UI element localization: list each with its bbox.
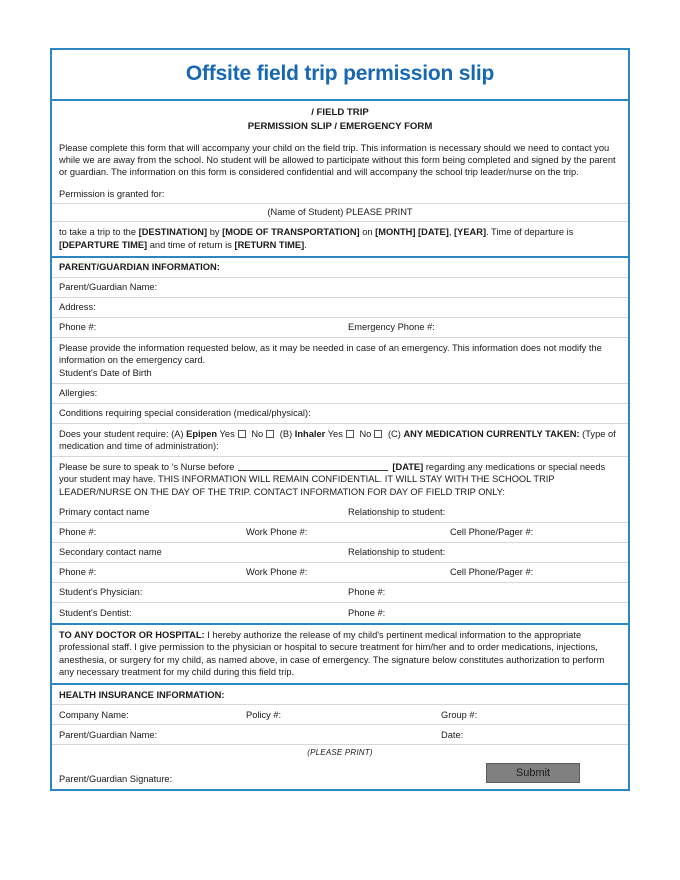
intro-band (52, 101, 628, 258)
dentist-row[interactable] (52, 603, 628, 623)
epipen-no-checkbox[interactable] (266, 430, 274, 438)
nurse-text-part2: regarding any medications or special needs your student may have. THIS INFORMATION WILL REMAIN CONFIDENTIAL. IT WILL STAY WITH THE SCHOOL TRIP LEADER/NURSE ON THE DAY OF THE TRIP. CONTACT INFORMATION FOR DAY OF FIELD TRIP ONLY: (59, 462, 606, 497)
emergency-note: Please provide the information requested below, as it may be needed in case of an emergency. This information does not modify the information on the emergency card. (59, 342, 602, 366)
physician-phone-label: Phone #: (348, 587, 386, 598)
secondary-phone-label: Phone #: (59, 567, 97, 578)
permission-slip-form (50, 48, 630, 791)
trip-text-part5: and time of return is (147, 239, 235, 250)
medication-requirements-row (52, 424, 628, 458)
authorization-paragraph (52, 625, 628, 683)
emergency-note-row (52, 338, 628, 384)
trip-text-part2: by (207, 227, 223, 238)
medication-suffix: (Type of medication and time of administration): (59, 428, 616, 451)
submit-button[interactable]: Submit (486, 763, 580, 783)
emergency-phone-label: Emergency Phone #: (348, 322, 435, 333)
authorization-body: I hereby authorize the release of my child's pertinent medical information to the appropriate professional staff. I give permission to the physician or hospital to secure treatment for him/her and to order medications, injections, anesthesia, or surgery for my child, as named above, in case of emergency. The signature below constitutes authorization to perform any necessary treatment for my child during this field trip. (59, 629, 605, 677)
primary-contact-name-label: Primary contact name (59, 507, 150, 518)
parent-guardian-band (52, 258, 628, 625)
authorization-heading: TO ANY DOCTOR OR HOSPITAL: (59, 629, 205, 640)
inhaler-prefix: (B) (279, 428, 295, 439)
dentist-label: Student's Dentist: (59, 607, 132, 618)
trip-text-part3: on (359, 227, 376, 238)
parent-guardian-heading-row (52, 258, 628, 278)
trip-destination: [DESTINATION] (138, 227, 208, 238)
company-name-label: Company Name: (59, 709, 129, 720)
please-print-note: (PLEASE PRINT) (307, 748, 373, 758)
nurse-paragraph (52, 457, 628, 503)
primary-work-phone-label: Work Phone #: (246, 527, 308, 538)
secondary-contact-row[interactable] (52, 543, 628, 563)
epipen-label: Epipen (186, 428, 218, 439)
insurance-heading-row (52, 685, 628, 705)
insurance-parent-name-row[interactable] (52, 725, 628, 745)
subheading-line-1: / FIELD TRIP (311, 106, 369, 118)
permission-granted-row (52, 184, 628, 204)
secondary-contact-name-label: Secondary contact name (59, 547, 162, 558)
physician-row[interactable] (52, 583, 628, 603)
insurance-date-label: Date: (441, 729, 464, 740)
primary-contact-row[interactable] (52, 503, 628, 523)
phone-label: Phone #: (59, 322, 97, 333)
intro-paragraph: Please complete this form that will accompany your child on the field trip. This information is necessary should we need to contact you while we are away from the school. No student will be allowed to participate without this form being completed and signed by the parent or guardian. The information on this form is considered confidential and will accompany the school trip leader/nurse on the trip. (59, 142, 616, 178)
nurse-date-token: [DATE] (392, 462, 424, 473)
group-number-label: Group #: (441, 709, 478, 720)
trip-text-part4: . Time of departure is (486, 227, 574, 238)
address-row[interactable] (52, 298, 628, 318)
secondary-cell-phone-label: Cell Phone/Pager #: (450, 567, 534, 578)
allergies-row[interactable] (52, 384, 628, 404)
secondary-contact-phones-row[interactable] (52, 563, 628, 583)
trip-month: [MONTH] (375, 227, 416, 238)
inhaler-no-label: No (359, 428, 372, 439)
conditions-row[interactable] (52, 404, 628, 424)
require-prefix: Does your student require: (A) (59, 428, 187, 439)
signature-label: Parent/Guardian Signature: (59, 773, 173, 784)
trip-return-time: [RETURN TIME] (234, 239, 305, 250)
secondary-work-phone-label: Work Phone #: (246, 567, 308, 578)
nurse-date-blank-line[interactable] (238, 462, 388, 471)
medication-bold-label: ANY MEDICATION CURRENTLY TAKEN: (403, 428, 580, 439)
allergies-label: Allergies: (59, 388, 98, 399)
epipen-no-label: No (251, 428, 264, 439)
policy-number-label: Policy #: (246, 709, 282, 720)
trip-text-part1: to take a trip to the (59, 227, 139, 238)
medication-prefix: (C) (387, 428, 404, 439)
trip-date: [DATE] (418, 227, 449, 238)
parent-guardian-heading: PARENT/GUARDIAN INFORMATION: (59, 262, 220, 273)
form-title-band (52, 50, 628, 101)
permission-granted-label: Permission is granted for: (59, 188, 165, 199)
inhaler-yes-checkbox[interactable] (346, 430, 354, 438)
insurance-parent-guardian-name-label: Parent/Guardian Name: (59, 729, 158, 740)
primary-relationship-label: Relationship to student: (348, 507, 446, 518)
secondary-relationship-label: Relationship to student: (348, 547, 446, 558)
trip-transportation: [MODE OF TRANSPORTATION] (222, 227, 360, 238)
signature-row (52, 761, 628, 789)
subheading-line-2: PERMISSION SLIP / EMERGENCY FORM (247, 120, 433, 132)
parent-guardian-name-label: Parent/Guardian Name: (59, 282, 158, 293)
insurance-heading: HEALTH INSURANCE INFORMATION: (59, 689, 225, 700)
parent-guardian-name-row[interactable] (52, 278, 628, 298)
date-of-birth-label: Student's Date of Birth (59, 368, 152, 379)
name-of-student-note-row (52, 204, 628, 222)
trip-year: [YEAR] (454, 227, 487, 238)
page-title: Offsite field trip permission slip (185, 62, 495, 85)
form-subheading (52, 101, 628, 138)
trip-text-part6: . (304, 239, 307, 250)
inhaler-label: Inhaler (294, 428, 326, 439)
name-of-student-note: (Name of Student) PLEASE PRINT (267, 207, 413, 218)
conditions-label: Conditions requiring special consideration (medical/physical): (59, 408, 311, 419)
nurse-text-part1: Please be sure to speak to 's Nurse before (59, 462, 235, 473)
inhaler-yes-label: Yes (327, 428, 343, 439)
epipen-yes-label: Yes (219, 428, 235, 439)
address-label: Address: (59, 302, 96, 313)
primary-contact-phones-row[interactable] (52, 523, 628, 543)
trip-sentence: to take a trip to the [DESTINATION] by [MODE OF TRANSPORTATION] on [MONTH] [DATE], [YEAR]. Time of departure is [DEPARTURE TIME] and time of return is [RETURN TIME]. (59, 227, 574, 250)
epipen-yes-checkbox[interactable] (238, 430, 246, 438)
primary-phone-label: Phone #: (59, 527, 97, 538)
dentist-phone-label: Phone #: (348, 607, 386, 618)
inhaler-no-checkbox[interactable] (374, 430, 382, 438)
phone-emergency-row[interactable] (52, 318, 628, 338)
insurance-company-row[interactable] (52, 705, 628, 725)
authorization-band (52, 625, 628, 685)
primary-cell-phone-label: Cell Phone/Pager #: (450, 527, 534, 538)
physician-label: Student's Physician: (59, 587, 143, 598)
insurance-band (52, 685, 628, 789)
trip-departure-time: [DEPARTURE TIME] (59, 239, 148, 250)
